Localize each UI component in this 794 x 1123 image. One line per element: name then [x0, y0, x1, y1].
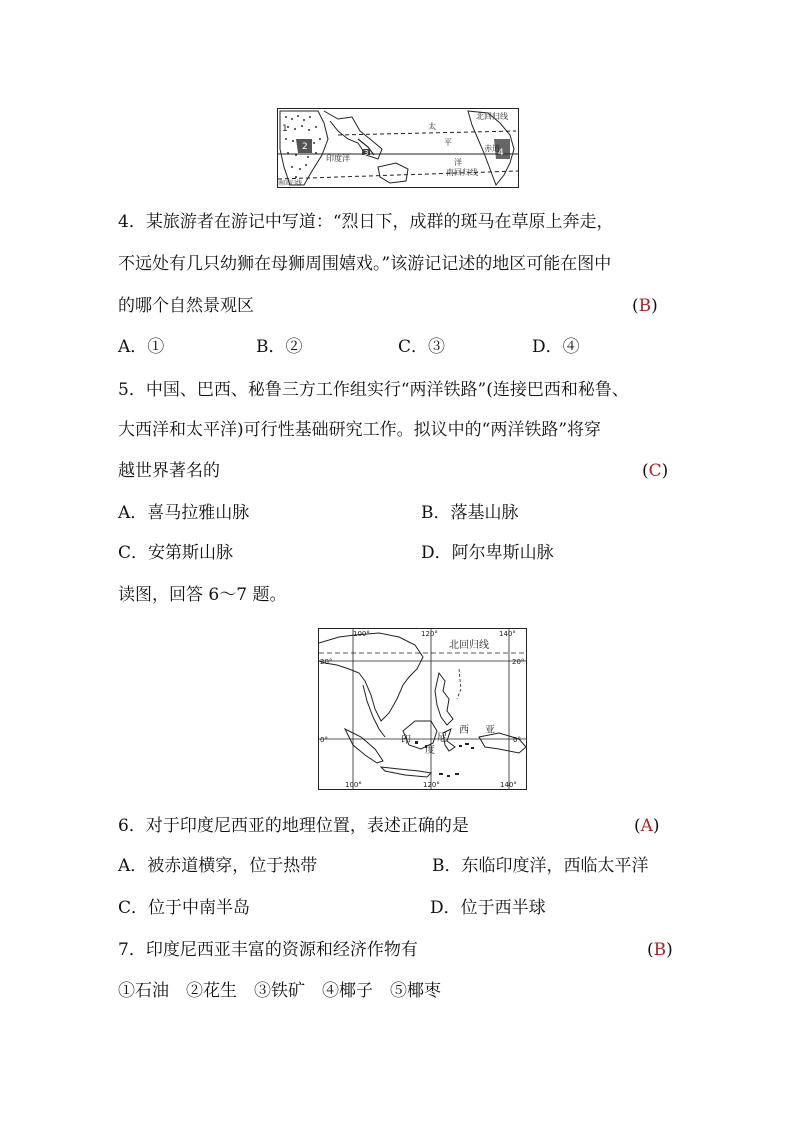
q6-answer-letter: A — [640, 816, 653, 836]
q4-answer: (B) — [632, 296, 658, 316]
label-num3: 3 — [364, 149, 369, 157]
q6-option-b: B．东临印度洋，西临太平洋 — [432, 856, 649, 876]
label-yang: 洋 — [454, 158, 462, 167]
q6-option-a: A．被赤道横穿，位于热带 — [118, 856, 318, 876]
java-outline — [381, 767, 431, 777]
q4-line1: 4．某旅游者在游记中写道：“烈日下，成群的斑马在草原上奔走， — [118, 212, 614, 232]
q6-answer: (A) — [634, 816, 660, 836]
q5-answer-letter: C — [648, 461, 662, 481]
q5-option-c: C．安第斯山脉 — [118, 543, 234, 563]
label-lon120-top: 120° — [421, 630, 438, 638]
label-ping: 平 — [444, 138, 452, 147]
label-num4: 4 — [498, 148, 504, 158]
dashed-boundary — [457, 669, 461, 699]
q5-line3: 越世界著名的 — [118, 461, 220, 481]
label-south-tropic: 南回归线 — [446, 168, 478, 177]
label-tai: 太 — [428, 122, 436, 131]
q5-answer: (C) — [642, 461, 669, 481]
label-lat20-left: 20° — [320, 658, 333, 666]
label-lat20-right: 20° — [512, 658, 525, 666]
q7-items: ①石油 ②花生 ③铁矿 ④椰子 ⑤椰枣 — [118, 981, 441, 1001]
label-lat0-right: 0° — [513, 736, 521, 744]
label-indian-ocean: 印度洋 — [326, 154, 350, 163]
q4-answer-letter: B — [638, 296, 652, 316]
world-map-figure — [277, 108, 519, 188]
q4-option-a: A．① — [118, 337, 165, 357]
label-lon120-bottom: 120° — [423, 781, 440, 789]
q7-line1: 7．印度尼西亚丰富的资源和经济作物有 — [118, 940, 418, 960]
q6-option-d: D．位于西半球 — [430, 898, 546, 918]
label-ni: 尼 — [437, 733, 447, 744]
q7-answer-letter: B — [653, 940, 667, 960]
q4-line2: 不远处有几只幼狮在母狮周围嬉戏。”该游记记述的地区可能在图中 — [118, 254, 612, 274]
philippines-outline — [435, 673, 453, 725]
label-equator: 赤道 — [484, 144, 500, 153]
label-south-tropic-left: 南回归线 — [278, 180, 303, 187]
label-lon100-bottom: 100° — [345, 781, 362, 789]
world-map-svg — [278, 109, 518, 187]
q7-answer: (B) — [647, 940, 673, 960]
indochina-coast — [319, 633, 423, 721]
label-lat0-left: 0° — [320, 736, 328, 744]
q5-option-a: A．喜马拉雅山脉 — [118, 503, 250, 523]
q4-line3: 的哪个自然景观区 — [118, 296, 254, 316]
q6-option-c: C．位于中南半岛 — [118, 898, 251, 918]
label-du: 度 — [425, 745, 435, 756]
q4-option-b: B．② — [256, 337, 303, 357]
label-lon140-top: 140° — [499, 630, 516, 638]
southeast-asia-map-svg — [319, 629, 526, 789]
q4-option-d: D．④ — [532, 337, 580, 357]
label-ya: 亚 — [485, 725, 495, 736]
intro-6-7: 读图，回答 6～7 题。 — [118, 585, 287, 605]
q6-line1: 6．对于印度尼西亚的地理位置，表述正确的是 — [118, 816, 469, 836]
q4-option-c: C．③ — [398, 337, 446, 357]
q5-line2: 大西洋和太平洋)可行性基础研究工作。拟议中的“两洋铁路”将穿 — [118, 420, 602, 440]
label-lon100-top: 100° — [353, 630, 370, 638]
q5-option-d: D．阿尔卑斯山脉 — [421, 543, 554, 563]
label-lon140-bottom: 140° — [500, 781, 517, 789]
label-xi: 西 — [459, 725, 469, 736]
label-north-tropic: 北回归线 — [476, 112, 508, 121]
label-num2: 2 — [302, 142, 308, 152]
label-north-tropic: 北回归线 — [449, 640, 489, 651]
q5-line1: 5．中国、巴西、秘鲁三方工作组实行“两洋铁路”(连接巴西和秘鲁、 — [118, 380, 629, 400]
malay-peninsula — [363, 685, 385, 737]
sumatra-outline — [345, 729, 383, 763]
australia-outline — [378, 163, 408, 183]
label-yin: 印 — [401, 735, 411, 746]
q5-option-b: B．落基山脉 — [421, 503, 519, 523]
label-num1: 1 — [282, 124, 288, 134]
southeast-asia-map-figure — [318, 628, 527, 790]
